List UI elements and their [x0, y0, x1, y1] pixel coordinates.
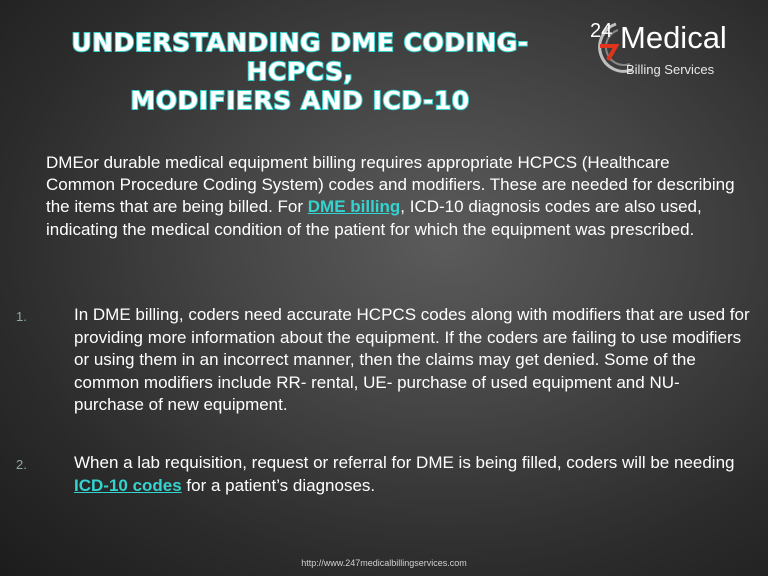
list-text [74, 452, 754, 497]
intro-paragraph [46, 152, 736, 241]
list-text-1: When a lab requisition, request or referral for DME is being filled, coders will be needing [74, 453, 735, 472]
list-text-2: for a patient’s diagnoses. [181, 475, 376, 495]
logo-number: 24 [590, 20, 613, 42]
list-number: 1. [16, 309, 27, 324]
footer-url: http://www.247medicalbillingservices.com [301, 558, 467, 568]
dme-billing-link[interactable]: DME billing [307, 197, 401, 217]
logo-word: Medical [620, 20, 727, 55]
icd10-codes-link[interactable]: ICD-10 codes [74, 475, 182, 495]
title-line-1: UNDERSTANDING DME CODING- HCPCS, [71, 28, 529, 86]
title-line-2: MODIFIERS AND ICD-10 [130, 86, 470, 115]
intro-text-2: , ICD-10 diagnosis codes are also used, indicating the medical condition of the patient for which the equipment was prescribed. [46, 197, 702, 239]
intro-text-1: DMEor durable medical equipment billing requires appropriate HCPCS (Healthcare Common Procedure Coding System) codes and modifiers. These are needed for describing the items that are being billed. For [46, 153, 735, 217]
logo-subtitle: Billing Services [626, 62, 715, 77]
list-number: 2. [16, 457, 27, 472]
list-text: In DME billing, coders need accurate HCPCS codes along with modifiers that are used for providing more information about the equipment. If the coders are failing to use modifiers or using them in an incorrect manner, then the claims may get denied. Some of the common modifiers include RR- rental, UE- purchase of used equipment and NU- purchase of new equipment. [74, 305, 750, 415]
slide-title [20, 28, 580, 115]
company-logo [586, 16, 766, 86]
